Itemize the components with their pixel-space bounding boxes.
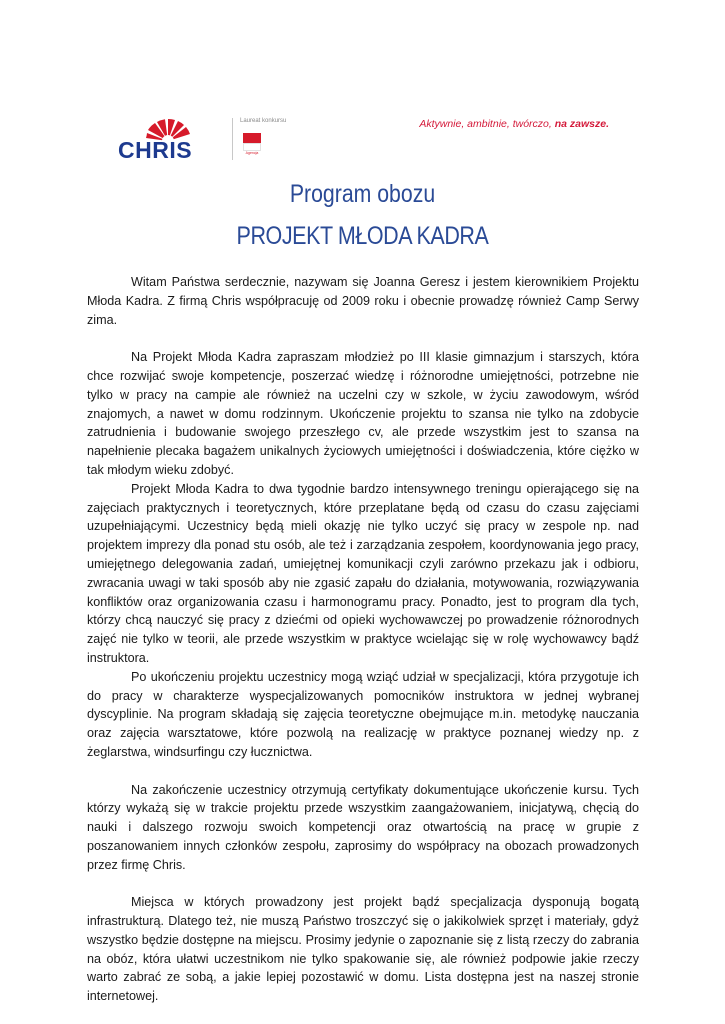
header-divider [232,118,233,160]
logo-text: CHRIS [118,137,193,163]
badge-flag-red [243,133,261,143]
chris-logo [118,112,218,162]
paragraph-invitation: Na Projekt Młoda Kadra zapraszam młodzież po III klasie gimnazjum i starszych, która chce rozwijać swoje kompetencje, poszerzać wiedzę i różnorodne umiejętności, potrzebne nie tylko w pracy na campie ale również na uczelni czy w szkole, w życiu zawodowym, wśród znajomych, a nawet w domu rodzinnym. Ukończenie projektu to szansa nie tylko na zdobycie zatrudnienia i budowanie swojego przeszłego cv, ale przede wszystkim jest to szansa na napełnienie plecaka bagażem unikalnych życiowych umiejętności i doświadczenia, które ciężko w tak młodym wieku zdobyć. [87,350,639,477]
paragraph-intro: Witam Państwa serdecznie, nazywam się Joanna Geresz i jestem kierownikiem Projektu Młoda Kadra. Z firmą Chris współpracuję od 2009 roku i obecnie prowadzę również Camp Serwy zima. [87,275,639,327]
title-line1: Program obozu [289,180,436,208]
page-header [0,0,725,170]
tagline-part2: na zawsze. [554,118,609,130]
paragraph-specialization: Po ukończeniu projektu uczestnicy mogą wziąć udział w specjalizacji, która przygotuje ich do pracy w charakterze wyspecjalizowanych pomocników instruktora w jednej wybranej dyscyplinie. Na program składają się zajęcia teoretyczne obejmujące m.in. metodykę nauczania oraz zajęcia warsztatowe, które pozwolą na realizację w praktyce poznanej wiedzy np. z żeglarstwa, windsurfingu czy łucznictwa. [87,669,639,759]
tagline [419,118,609,130]
paragraph-certificates: Na zakończenie uczestnicy otrzymują certyfikaty dokumentujące ukończenie kursu. Tych którzy wykażą się w trakcie projektu przede wszystkim zaangażowaniem, inicjatywą, chęcią do nauki i dalszego rozwoju swoich kompetencji oraz otwartością na pracę w grupie z poszanowaniem innych członków zespołu, zaprosimy do współpracy na obozach prowadzonych przez firmę Chris. [87,782,639,872]
award-badge [243,133,261,155]
tagline-part1: Aktywnie, ambitnie, twórczo, [419,118,555,130]
paragraph-training: Projekt Młoda Kadra to dwa tygodnie bardzo intensywnego treningu opierającego się na zajęciach praktycznych i teoretycznych, które przeplatane będą od czasu do czasu zajęciami uzupełniającymi. Uczestnicy będą mieli okazję nie tylko uczyć się pracy w zespole np. nad projektem imprezy dla ponad stu osób, ale też i zarządzania zespołem, koordynowania jego pracy, umiejętnego delegowania zadań, umiejętnej komunikacji czyli zarówno przekazu jak i odbioru, zwracania uwagi w taki sposób aby nie zgasić zapału do działania, motywowania, rozwiązywania konfliktów oraz organizowania czasu i harmonogramu pracy. Ponadto, jest to program dla tych, którzy chcą nauczyć się pracy z dziećmi od opieki wychowawczej po prowadzenie różnorodnych zajęć nie tylko w teorii, ale przede wszystkim w praktyce wcielając się w rolę wychowawcy bądź instruktora. [87,481,639,665]
badge-text: Agencja [245,151,259,155]
document-body [87,273,639,1006]
paragraph-locations: Miejsca w których prowadzony jest projekt bądź specjalizacja dysponują bogatą infrastrukturą. Dlatego też, nie muszą Państwo troszczyć się o jakikolwiek sprzęt i materiały, gdyż wszystko będzie dostępne na miejscu. Prosimy jedynie o zapoznanie się z listą rzeczy do zabrania na obóz, która ułatwi uczestnikom nie tylko spakowanie się, ale również podpowie jakie rzeczy warto zabrać ze sobą, a jakie lepiej pozostawić w domu. Lista dostępna jest na naszej stronie internetowej. [87,895,639,1004]
badge-flag-white [243,143,261,151]
laureat-label: Laureat konkursu [240,118,287,124]
title-line2: PROJEKT MŁODA KADRA [236,222,489,250]
